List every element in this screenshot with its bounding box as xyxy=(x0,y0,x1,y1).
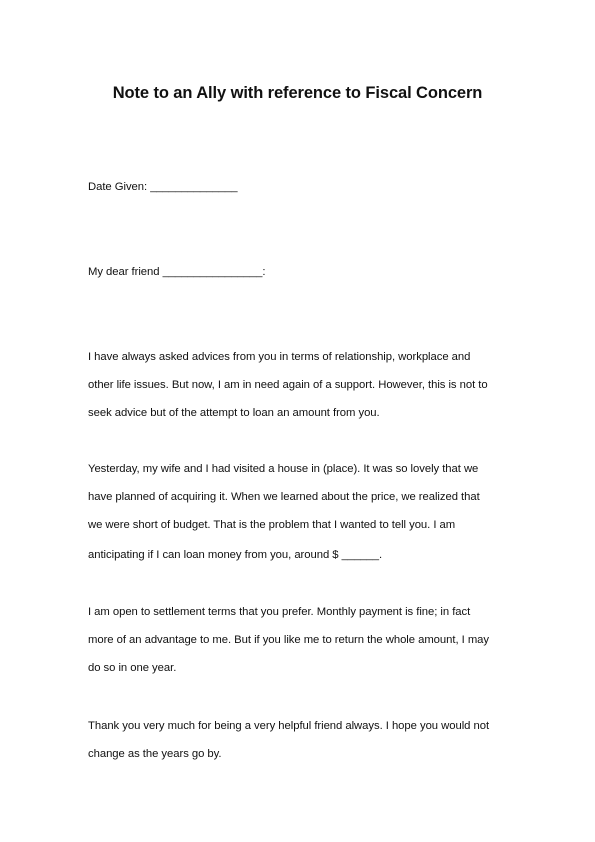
salutation: My dear friend ________________: xyxy=(88,266,266,278)
paragraph-line: have planned of acquiring it. When we learned about the price, we realized that xyxy=(88,491,480,503)
paragraph-line: Thank you very much for being a very helpful friend always. I hope you would not xyxy=(88,720,490,732)
paragraph-line: other life issues. But now, I am in need again of a support. However, this is not to xyxy=(88,379,488,391)
document-title: Note to an Ally with reference to Fiscal Concern xyxy=(112,84,483,102)
paragraph-line: we were short of budget. That is the problem that I wanted to tell you. I am xyxy=(88,519,456,531)
paragraph-line: change as the years go by. xyxy=(88,748,222,760)
paragraph-line: do so in one year. xyxy=(88,662,177,674)
paragraph-line: seek advice but of the attempt to loan an amount from you. xyxy=(88,407,380,419)
paragraph-line: Yesterday, my wife and I had visited a house in (place). It was so lovely that we xyxy=(88,463,479,475)
paragraph-line: I am open to settlement terms that you prefer. Monthly payment is fine; in fact xyxy=(88,606,471,618)
paragraph-line: anticipating if I can loan money from you, around $ ______. xyxy=(88,549,383,561)
paragraph-line: I have always asked advices from you in terms of relationship, workplace and xyxy=(88,351,471,363)
date-line: Date Given: ______________ xyxy=(88,181,238,193)
paragraph-line: more of an advantage to me. But if you like me to return the whole amount, I may xyxy=(88,634,490,646)
